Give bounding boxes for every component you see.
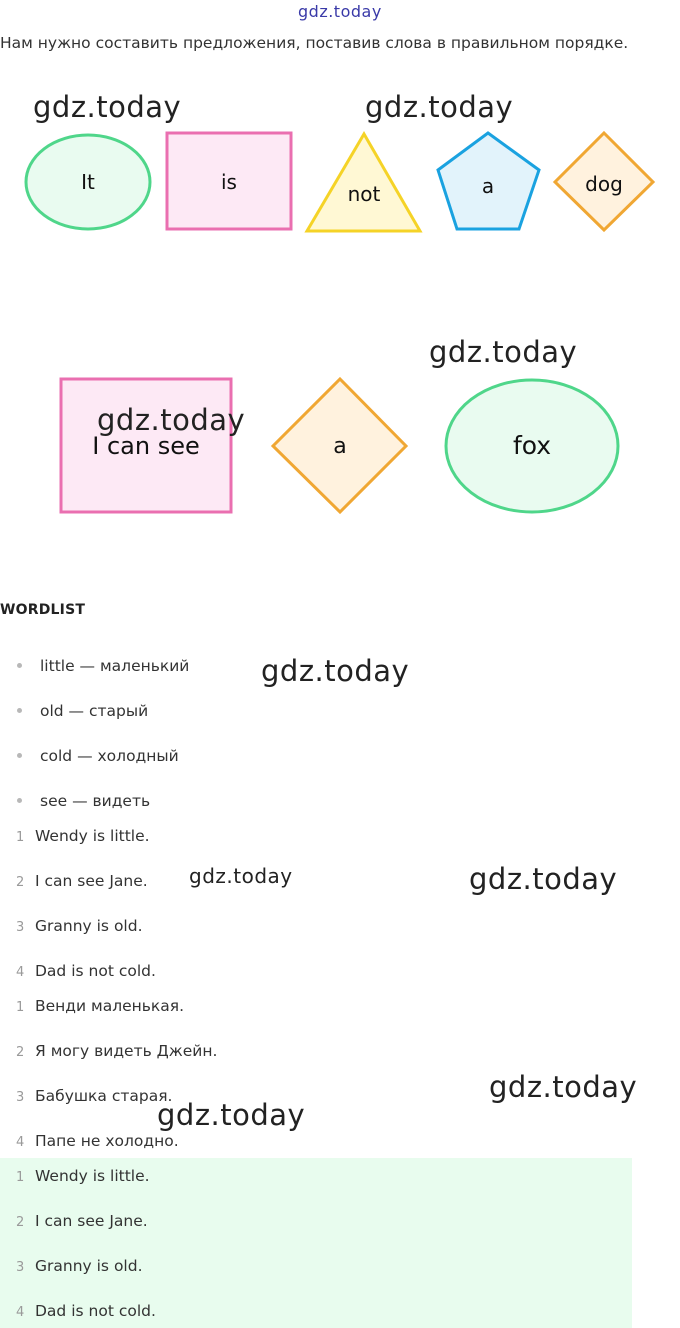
bullet-icon [17, 798, 22, 803]
wordlist-item: see — видеть [17, 792, 150, 810]
bullet-icon [17, 753, 22, 758]
sentence-ru: 3 Бабушка старая. [16, 1087, 173, 1105]
answer-row: 2 I can see Jane. [16, 1212, 148, 1230]
answer-row: 1 Wendy is little. [16, 1167, 150, 1185]
word-it: It [81, 170, 95, 194]
wordlist-item: cold — холодный [17, 747, 179, 765]
word-a: a [481, 174, 495, 198]
sentence-en: 1 Wendy is little. [16, 827, 150, 845]
word-a2: a [333, 434, 347, 459]
sentence-ru: 1 Венди маленькая. [16, 997, 185, 1015]
word-fox: fox [512, 431, 552, 460]
sentence-ru: 4 Папе не холодно. [16, 1132, 179, 1150]
watermark-top: gdz.today [298, 2, 382, 21]
word-is: is [221, 170, 237, 194]
wordlist-heading: WORDLIST [0, 602, 86, 618]
watermark: gdz.today [97, 403, 246, 437]
bullet-icon [17, 708, 22, 713]
word-dog: dog [585, 172, 623, 196]
watermark: gdz.today [365, 90, 514, 124]
watermark: gdz.today [261, 654, 410, 688]
wordlist-item: old — старый [17, 702, 148, 720]
wordlist-item: little — маленький [17, 657, 189, 675]
sentence-ru: 2 Я могу видеть Джейн. [16, 1042, 218, 1060]
watermark: gdz.today [157, 1098, 306, 1132]
answer-row: 3 Granny is old. [16, 1257, 143, 1275]
sentence-en: 3 Granny is old. [16, 917, 143, 935]
sentence-en: 4 Dad is not cold. [16, 962, 156, 980]
word-not: not [347, 182, 381, 206]
answer-row: 4 Dad is not cold. [16, 1302, 156, 1320]
instruction-text: Нам нужно составить предложения, поставив слова в правильном порядке. [0, 34, 629, 52]
watermark: gdz.today [33, 90, 182, 124]
bullet-icon [17, 663, 22, 668]
watermark: gdz.today [429, 335, 578, 369]
word-i-can-see: I can see [92, 432, 200, 460]
sentence-en: 2 I can see Jane. [16, 872, 148, 890]
watermark: gdz.today [489, 1070, 638, 1104]
watermark: gdz.today [189, 864, 293, 888]
watermark: gdz.today [469, 862, 618, 896]
